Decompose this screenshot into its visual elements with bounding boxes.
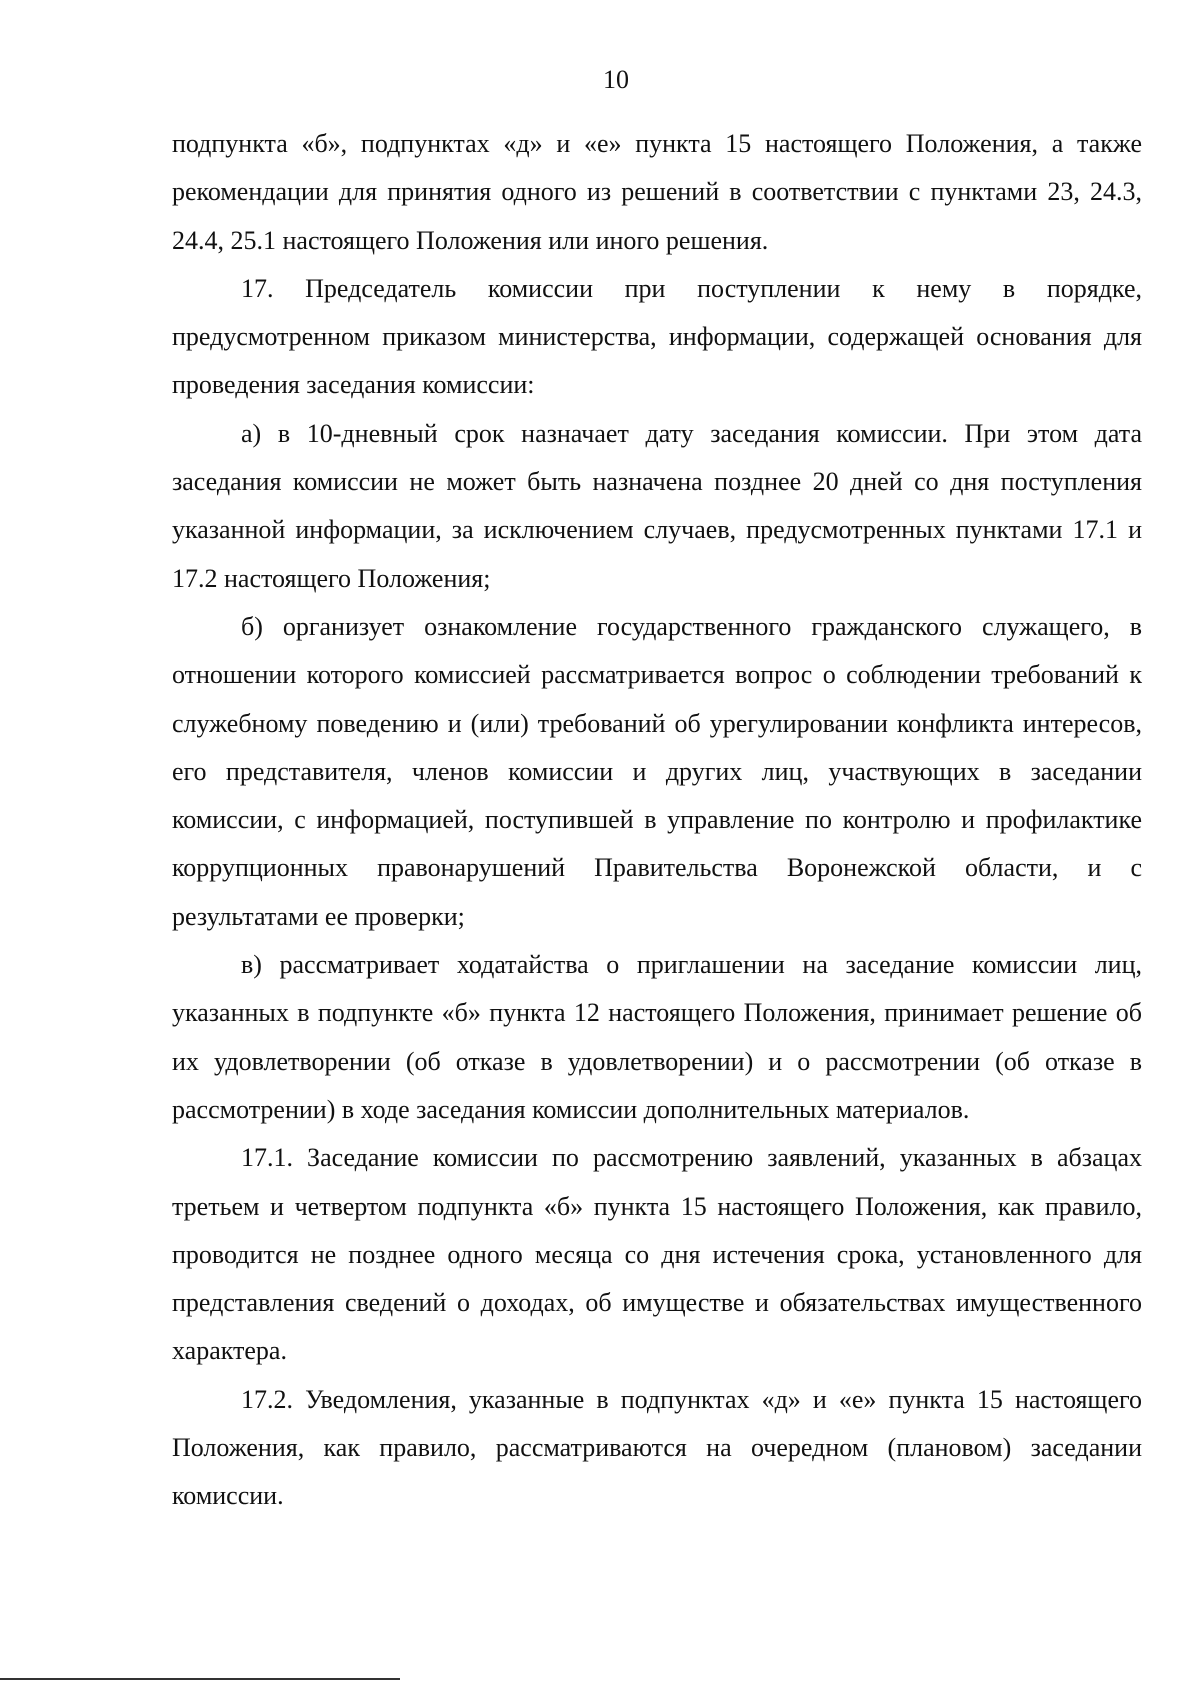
page-number: 10 bbox=[603, 65, 629, 94]
paragraph-item-17-2: 17.2. Уведомления, указанные в подпунктах «д» и «е» пункта 15 настоящего Положения, как правило, рассматриваются на очередном (плановом) заседании комиссии. bbox=[172, 1384, 1142, 1511]
paragraph-item-17-1: 17.1. Заседание комиссии по рассмотрению заявлений, указанных в абзацах третьем и четвертом подпункта «б» пункта 15 настоящего Положения, как правило, проводится не позднее одного месяца со дня истечения срока, установленного для представления сведений о доходах, об имуществе и обязательствах имущественного характера. bbox=[172, 1143, 1142, 1366]
paragraph-item-17a: а) в 10-дневный срок назначает дату заседания комиссии. При этом дата заседания комиссии не может быть назначена позднее 20 дней со дня поступления указанной информации, за исключением случаев, предусмотренных пунктами 17.1 и 17.2 настоящего Положения; bbox=[172, 418, 1142, 593]
paragraph-item-17v: в) рассматривает ходатайства о приглашении на заседание комиссии лиц, указанных в подпункте «б» пункта 12 настоящего Положения, принимает решение об их удовлетворении (об отказе в удовлетворении) и о рассмотрении (об отказе в рассмотрении) в ходе заседания комиссии дополнительных материалов. bbox=[172, 950, 1142, 1124]
scan-edge-line bbox=[0, 1678, 400, 1680]
paragraph-continuation: подпункта «б», подпунктах «д» и «е» пункта 15 настоящего Положения, а также рекомендации для принятия одного из решений в соответствии с пунктами 23, 24.3, 24.4, 25.1 настоящего Положения или иного решения. bbox=[172, 129, 1142, 255]
document-body bbox=[172, 120, 1142, 1521]
paragraph-item-17b: б) организует ознакомление государственного гражданского служащего, в отношении которого комиссией рассматривается вопрос о соблюдении требований к служебному поведению и (или) требований об урегулировании конфликта интересов, его представителя, членов комиссии и других лиц, участвующих в заседании комиссии, с информацией, поступившей в управление по контролю и профилактике коррупционных правонарушений Правительства Воронежской области, и с результатами ее проверки; bbox=[172, 611, 1142, 931]
paragraph-item-17: 17. Председатель комиссии при поступлении к нему в порядке, предусмотренном приказом министерства, информации, содержащей основания для проведения заседания комиссии: bbox=[172, 273, 1142, 400]
